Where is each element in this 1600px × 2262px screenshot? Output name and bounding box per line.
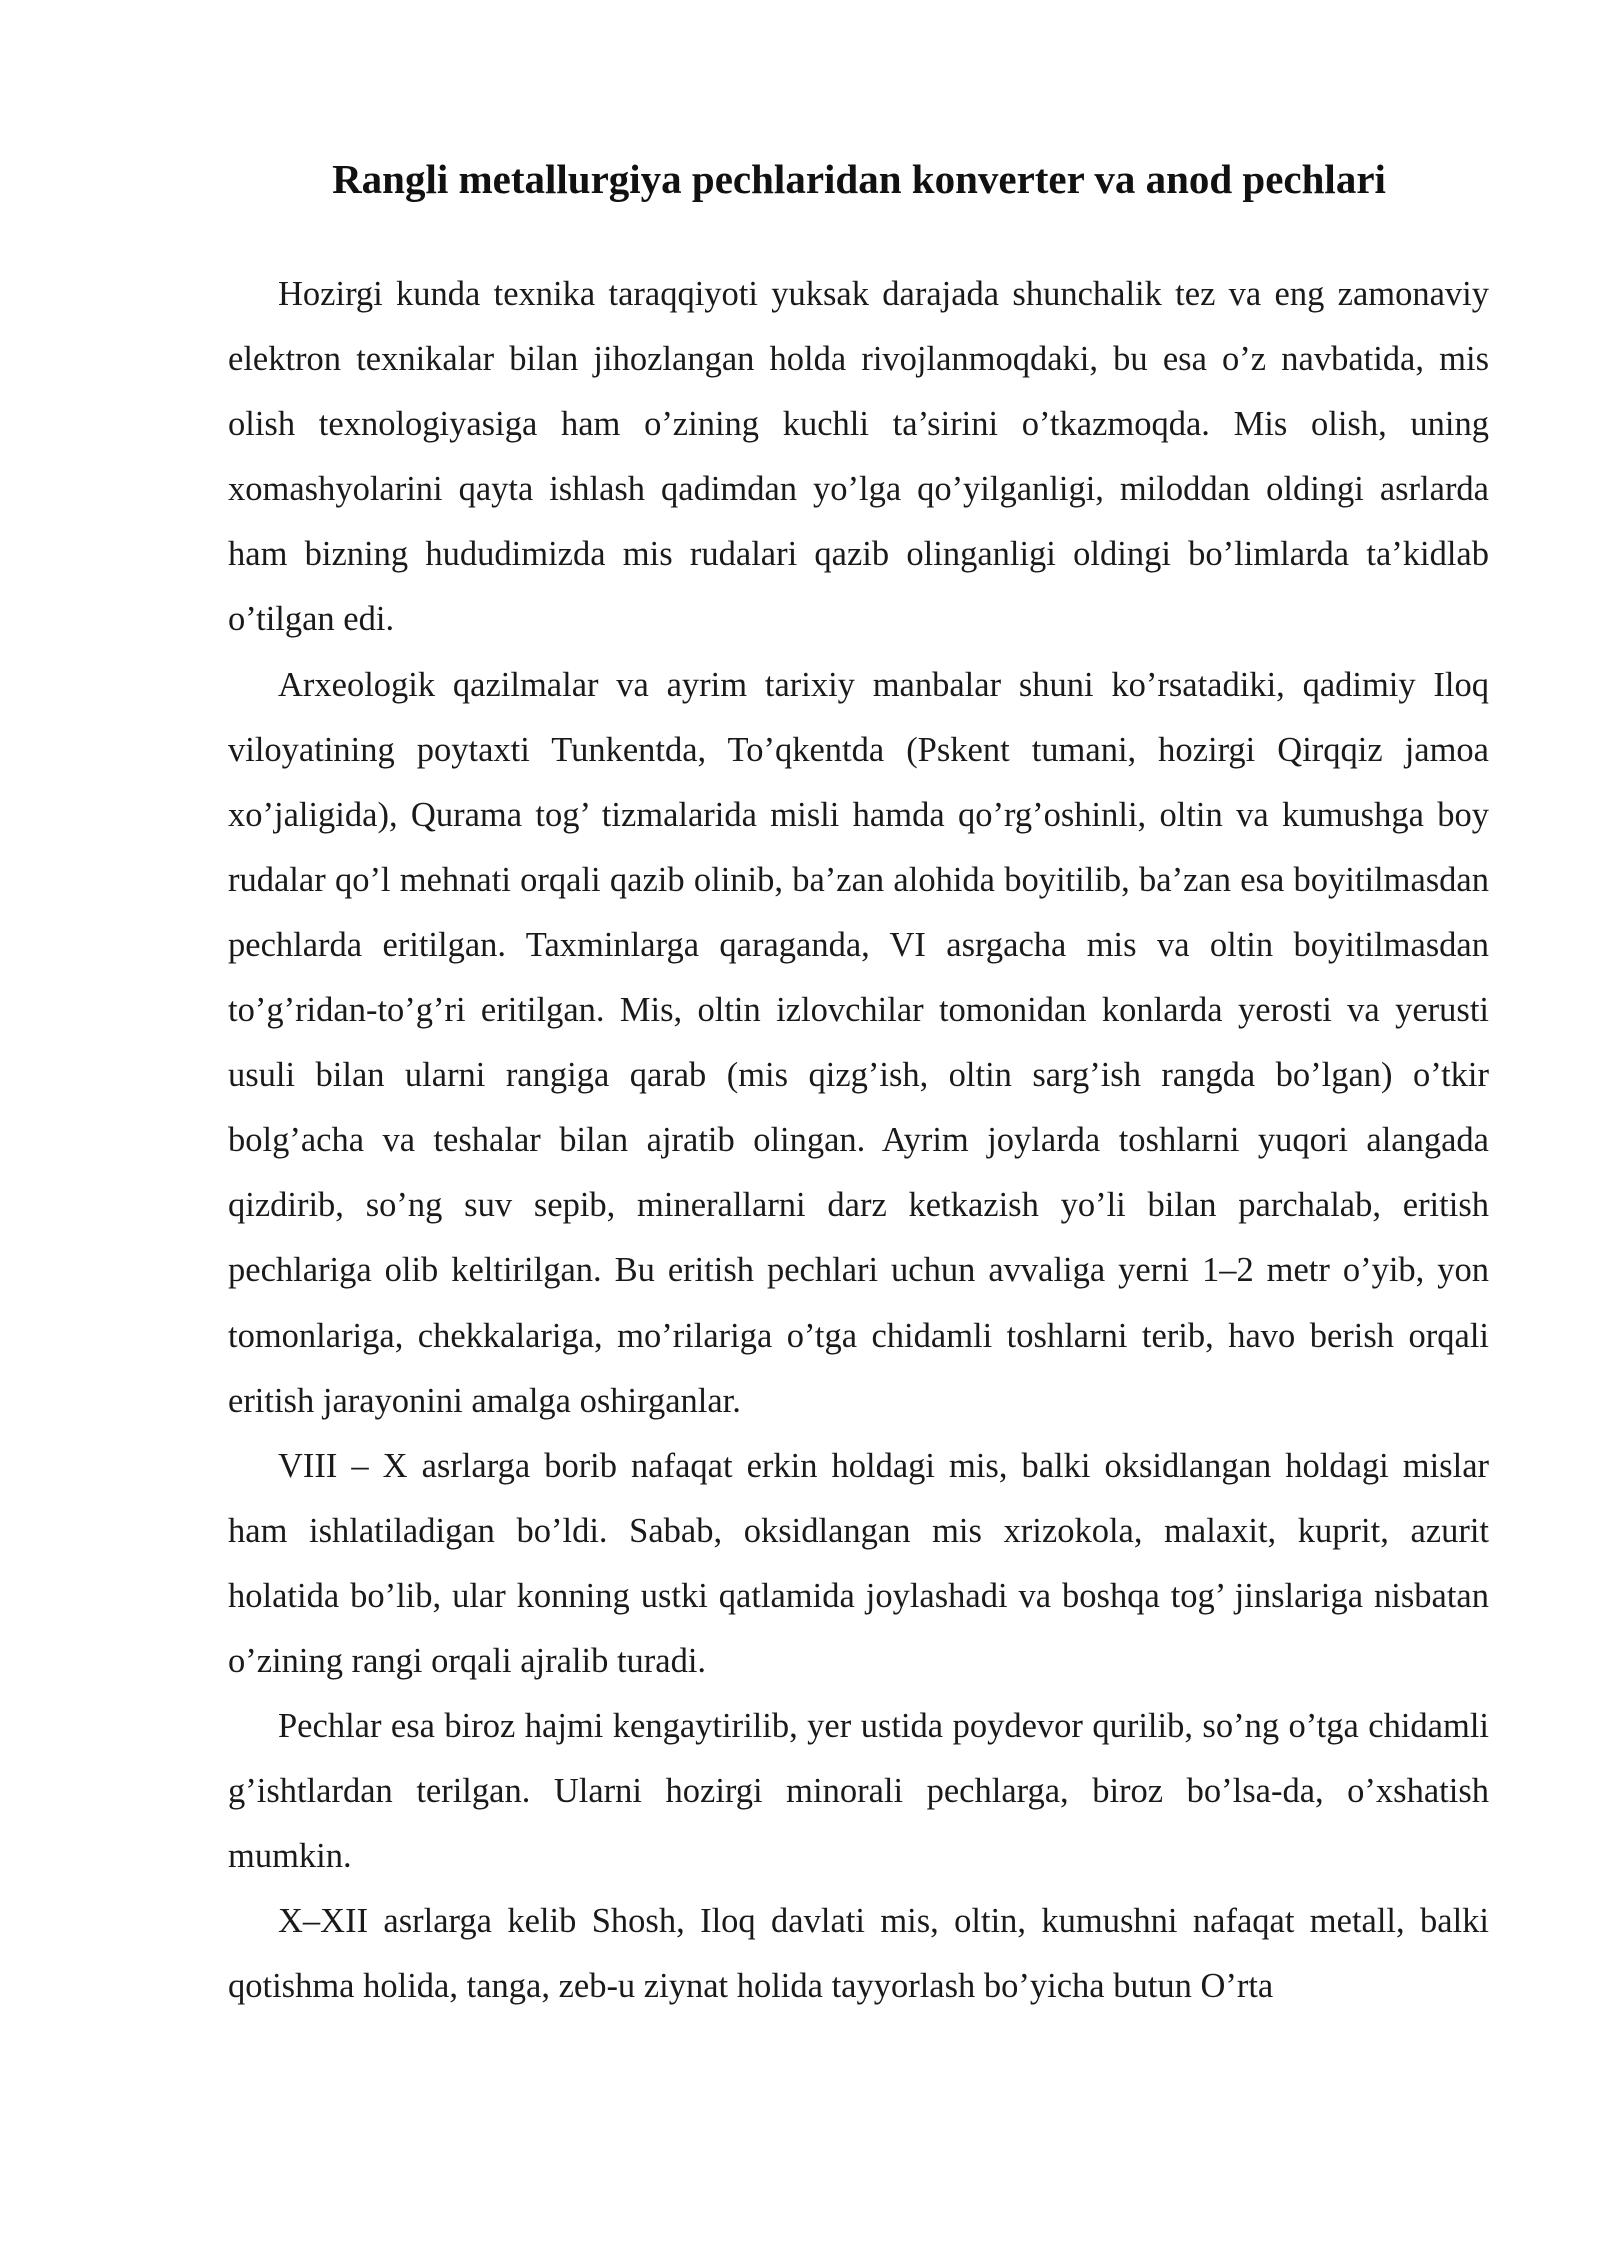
paragraph: X–XII asrlarga kelib Shosh, Iloq davlati mis, oltin, kumushni nafaqat metall, balki qotishma holida, tanga, zeb-u ziynat holida tayyorlash bo’yicha butun O’rta: [228, 1902, 1489, 2006]
document-title: Rangli metallurgiya pechlaridan konverter va anod pechlari: [332, 156, 1386, 202]
paragraph: Hozirgi kunda texnika taraqqiyoti yuksak darajada shunchalik tez va eng zamonaviy elektron texnikalar bilan jihozlangan holda rivojlanmoqdaki, bu esa o’z navbatida, mis olish texnologiyasiga ham o’zining kuchli ta’sirini o’tkazmoqda. Mis olish, uning xomashyolarini qayta ishlash qadimdan yo’lga qo’yilganligi, miloddan oldingi asrlarda ham bizning hududimizda mis rudalari qazib olinganligi oldingi bo’limlarda ta’kidlab o’tilgan edi.: [228, 275, 1489, 639]
paragraph: Arxeologik qazilmalar va ayrim tarixiy manbalar shuni ko’rsatadiki, qadimiy Iloq viloyatining poytaxti Tunkentda, To’qkentda (Pskent tumani, hozirgi Qirqqiz jamoa xo’jaligida), Qurama tog’ tizmalarida misli hamda qo’rg’oshinli, oltin va kumushga boy rudalar qo’l mehnati orqali qazib olinib, ba’zan alohida boyitilib, ba’zan esa boyitilmasdan pechlarda eritilgan. Taxminlarga qaraganda, VI asrgacha mis va oltin boyitilmasdan to’g’ridan-to’g’ri eritilgan. Mis, oltin izlovchilar tomonidan konlarda yerosti va yerusti usuli bilan ularni rangiga qarab (mis qizg’ish, oltin sarg’ish rangda bo’lgan) o’tkir bolg’acha va teshalar bilan ajratib olingan. Ayrim joylarda toshlarni yuqori alangada qizdirib, so’ng suv sepib, minerallarni darz ketkazish yo’li bilan parchalab, eritish pechlariga olib keltirilgan. Bu eritish pechlari uchun avvaliga yerni 1–2 metr o’yib, yon tomonlariga, chekkalariga, mo’rilariga o’tga chidamli toshlarni terib, havo berish orqali eritish jarayonini amalga oshirganlar.: [228, 665, 1489, 1420]
document-body: [228, 262, 1489, 2020]
paragraph: Pechlar esa biroz hajmi kengaytirilib, yer ustida poydevor qurilib, so’ng o’tga chidamli g’ishtlardan terilgan. Ularni hozirgi minorali pechlarga, biroz bo’lsa-da, o’xshatish mumkin.: [228, 1707, 1489, 1876]
paragraph: VIII – X asrlarga borib nafaqat erkin holdagi mis, balki oksidlangan holdagi mislar ham ishlatiladigan bo’ldi. Sabab, oksidlangan mis xrizokola, malaxit, kuprit, azurit holatida bo’lib, ular konning ustki qatlamida joylashadi va boshqa tog’ jinslariga nisbatan o’zining rangi orqali ajralib turadi.: [228, 1446, 1489, 1680]
